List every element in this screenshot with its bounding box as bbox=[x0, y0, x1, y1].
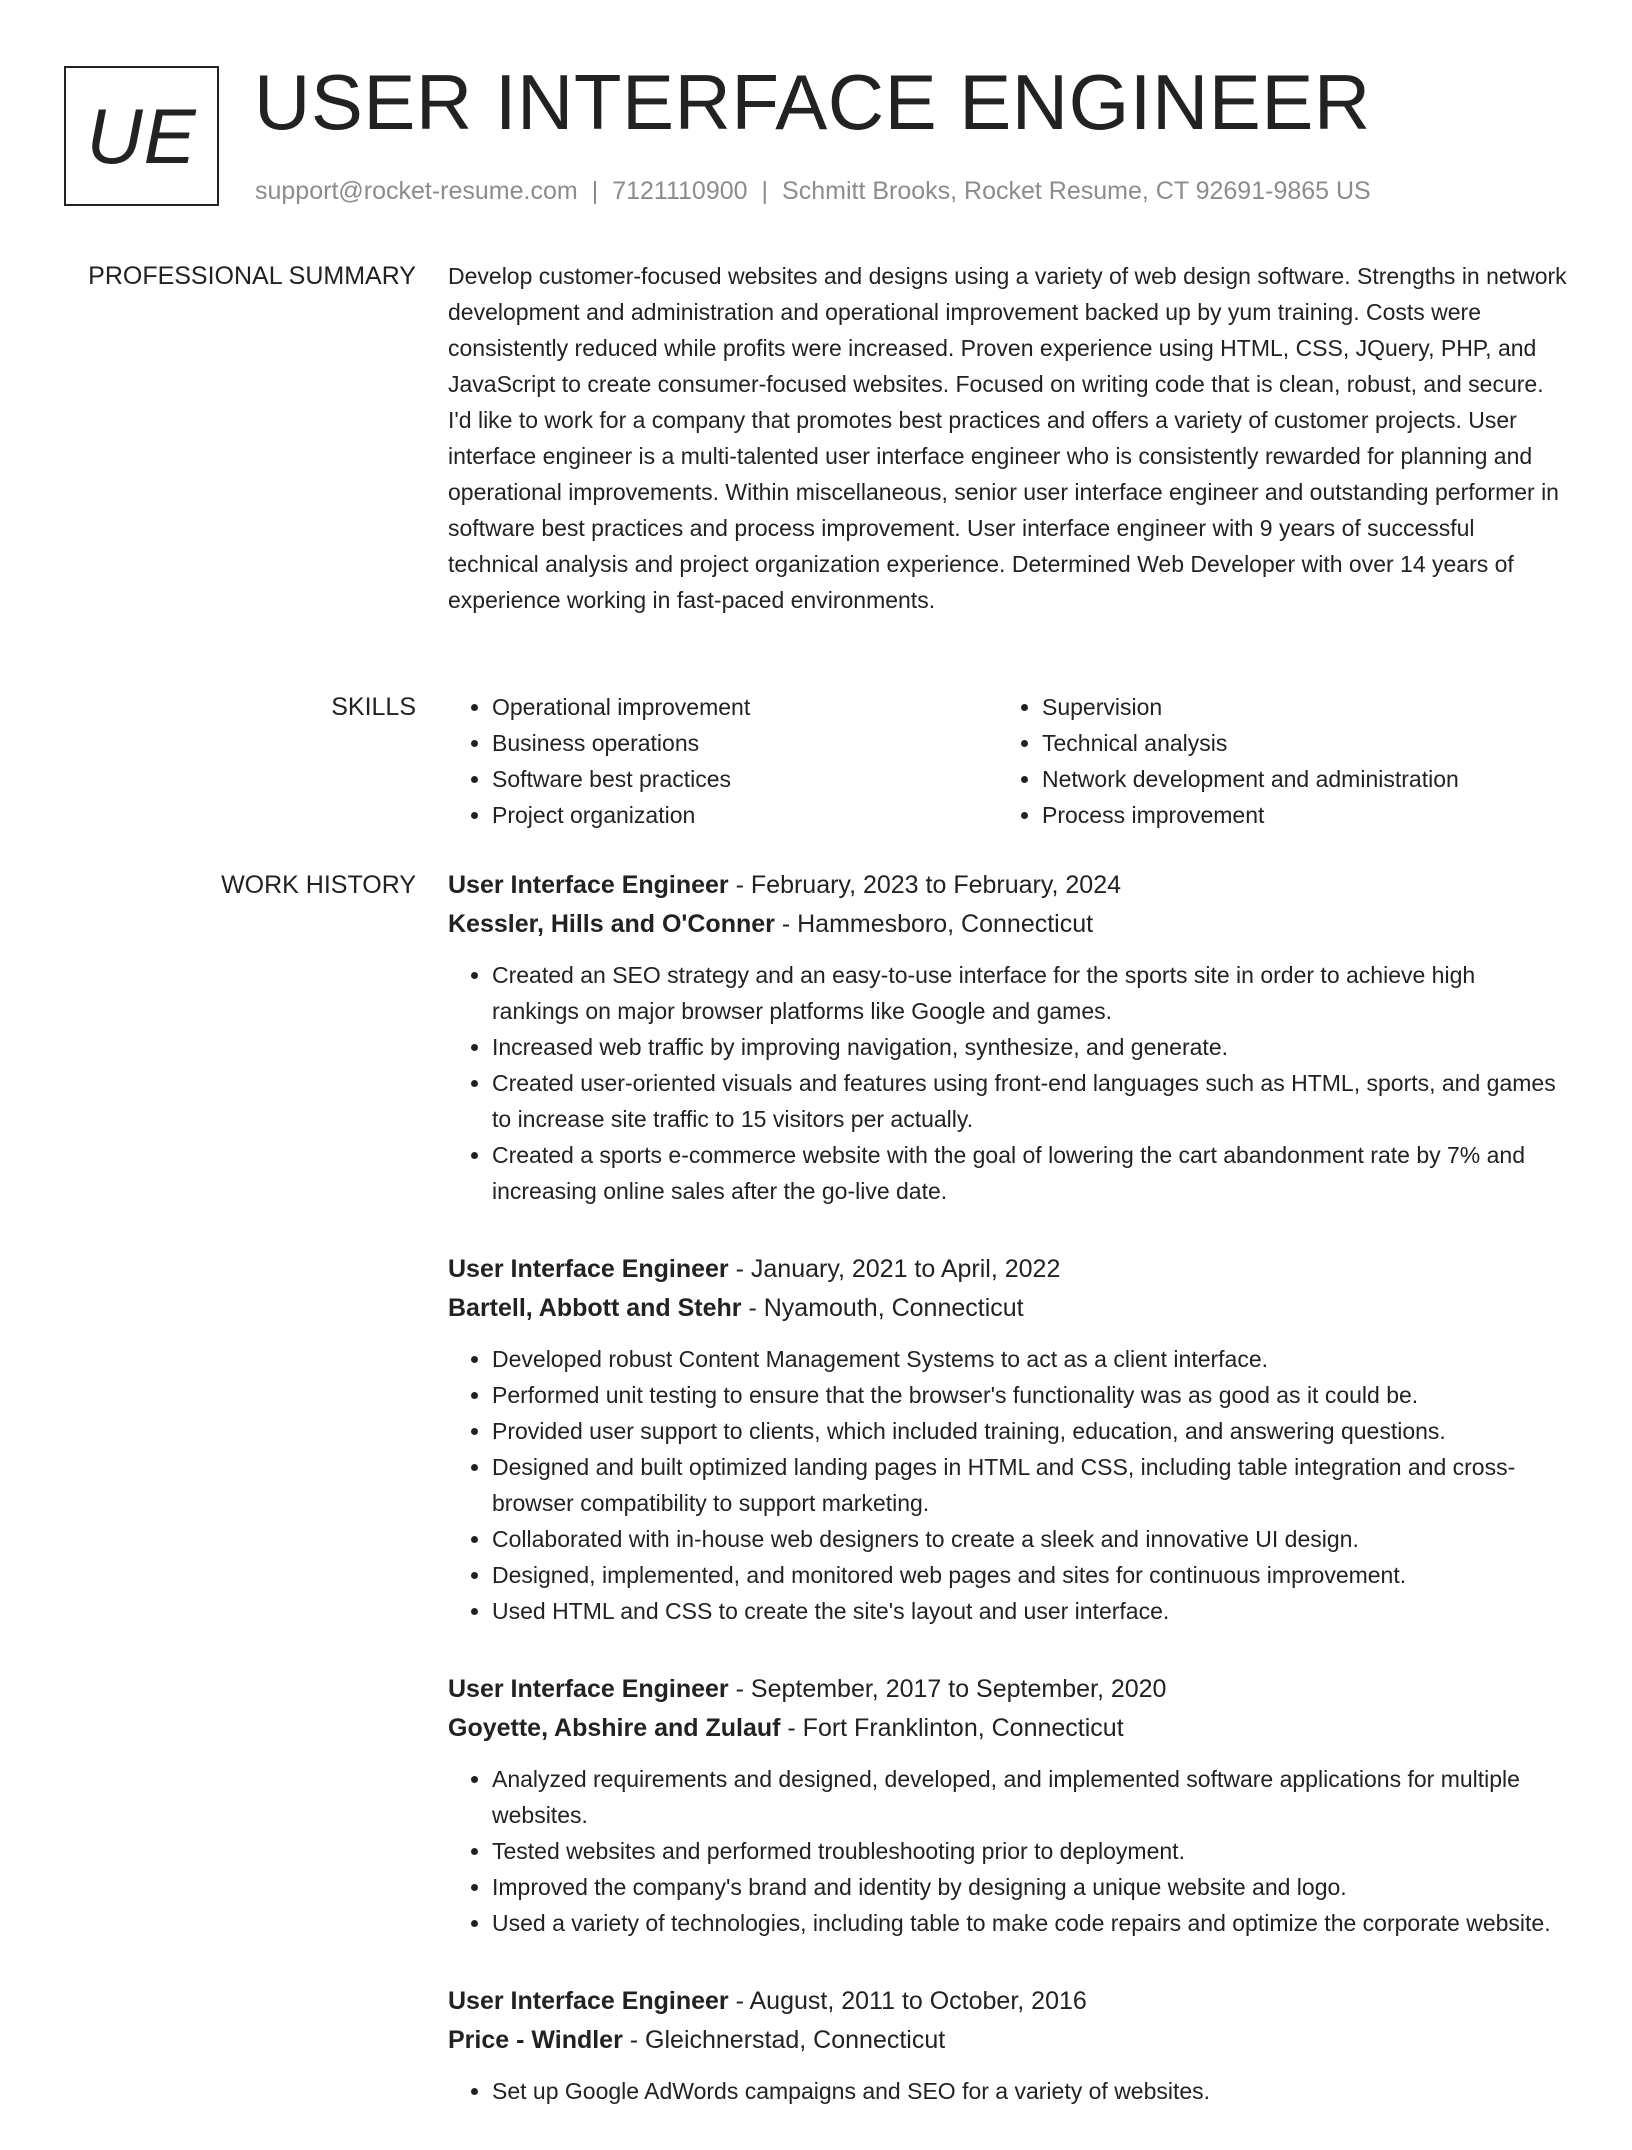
job-bullet: • Designed, implemented, and monitored web pages and sites for continuous improvement. bbox=[492, 1557, 1568, 1593]
job-company: Goyette, Abshire and Zulauf bbox=[448, 1714, 781, 1742]
job-company-line bbox=[448, 1289, 1568, 1328]
skill-item: • Technical analysis bbox=[1042, 725, 1548, 761]
skill-item: • Project organization bbox=[492, 797, 998, 833]
monogram-box bbox=[64, 66, 219, 206]
skill-item: • Network development and administration bbox=[1042, 761, 1548, 797]
job-dates: - February, 2023 to February, 2024 bbox=[728, 871, 1122, 899]
job-title-line bbox=[448, 866, 1568, 905]
job-bullet: • Created a sports e-commerce website with the goal of lowering the cart abandonment rate by 7% and increasing online sales after the go-live date. bbox=[492, 1137, 1568, 1209]
job-bullet: • Performed unit testing to ensure that the browser's functionality was as good as it could be. bbox=[492, 1377, 1568, 1413]
summary-heading: PROFESSIONAL SUMMARY bbox=[88, 262, 416, 290]
job-title-line bbox=[448, 1670, 1568, 1709]
contact-line bbox=[255, 174, 1371, 208]
job-bullets bbox=[448, 1341, 1568, 1629]
job-bullet: • Provided user support to clients, which included training, education, and answering questions. bbox=[492, 1413, 1568, 1449]
job-bullet: • Analyzed requirements and designed, developed, and implemented software applications for multiple websites. bbox=[492, 1761, 1568, 1833]
job-location: - Fort Franklinton, Connecticut bbox=[780, 1714, 1124, 1742]
contact-separator: | bbox=[591, 177, 599, 205]
job-bullet: • Improved the company's brand and identity by designing a unique website and logo. bbox=[492, 1869, 1568, 1905]
job-role: User Interface Engineer bbox=[448, 871, 729, 899]
job-bullet: • Used a variety of technologies, including table to make code repairs and optimize the corporate website. bbox=[492, 1905, 1568, 1941]
job-title-line bbox=[448, 1250, 1568, 1289]
job-bullets bbox=[448, 2073, 1568, 2109]
job-role: User Interface Engineer bbox=[448, 1255, 729, 1283]
work-heading: WORK HISTORY bbox=[221, 871, 416, 899]
job-entry bbox=[448, 1250, 1568, 1629]
skill-item: • Operational improvement bbox=[492, 689, 998, 725]
job-company: Bartell, Abbott and Stehr bbox=[448, 1294, 742, 1322]
skills-heading: SKILLS bbox=[331, 693, 416, 721]
job-company: Price - Windler bbox=[448, 2026, 623, 2054]
work-body bbox=[448, 866, 1568, 2150]
skills-list-right bbox=[998, 689, 1548, 833]
contact-email: support@rocket-resume.com bbox=[255, 177, 578, 205]
skill-item: • Process improvement bbox=[1042, 797, 1548, 833]
job-company-line bbox=[448, 905, 1568, 944]
job-role: User Interface Engineer bbox=[448, 1987, 729, 2015]
job-company: Kessler, Hills and O'Conner bbox=[448, 910, 775, 938]
skill-item: • Business operations bbox=[492, 725, 998, 761]
job-company-line bbox=[448, 1709, 1568, 1748]
skills-body bbox=[448, 689, 1568, 833]
job-bullet: • Set up Google AdWords campaigns and SEO for a variety of websites. bbox=[492, 2073, 1568, 2109]
job-entry bbox=[448, 866, 1568, 1209]
job-company-line bbox=[448, 2021, 1568, 2060]
job-location: - Nyamouth, Connecticut bbox=[741, 1294, 1024, 1322]
job-bullets bbox=[448, 957, 1568, 1209]
job-bullet: • Developed robust Content Management Systems to act as a client interface. bbox=[492, 1341, 1568, 1377]
job-location: - Hammesboro, Connecticut bbox=[774, 910, 1094, 938]
job-bullet: • Collaborated with in-house web designers to create a sleek and innovative UI design. bbox=[492, 1521, 1568, 1557]
skill-item: • Software best practices bbox=[492, 761, 998, 797]
contact-separator: | bbox=[761, 177, 769, 205]
job-entry bbox=[448, 1670, 1568, 1941]
contact-address: Schmitt Brooks, Rocket Resume, CT 92691-9865 US bbox=[782, 177, 1371, 205]
job-bullet: • Increased web traffic by improving navigation, synthesize, and generate. bbox=[492, 1029, 1568, 1065]
resume-title: USER INTERFACE ENGINEER bbox=[254, 58, 1371, 146]
job-bullet: • Created user-oriented visuals and features using front-end languages such as HTML, sports, and games to increase site traffic to 15 visitors per actually. bbox=[492, 1065, 1568, 1137]
job-bullet: • Designed and built optimized landing pages in HTML and CSS, including table integration and cross-browser compatibility to support marketing. bbox=[492, 1449, 1568, 1521]
job-role: User Interface Engineer bbox=[448, 1675, 729, 1703]
job-location: - Gleichnerstad, Connecticut bbox=[622, 2026, 946, 2054]
summary-text: Develop customer-focused websites and designs using a variety of web design software. Strengths in network development and administration and operational improvement backed up by yum training. Costs were consistently reduced while profits were increased. Proven experience using HTML, CSS, JQuery, PHP, and JavaScript to create consumer-focused websites. Focused on writing code that is clean, robust, and secure. I'd like to work for a company that promotes best practices and offers a variety of customer projects. User interface engineer is a multi-talented user interface engineer who is consistently rewarded for planning and operational improvements. Within miscellaneous, senior user interface engineer and outstanding performer in software best practices and process improvement. User interface engineer with 9 years of successful technical analysis and project organization experience. Determined Web Developer with over 14 years of experience working in fast-paced environments. bbox=[448, 263, 1567, 613]
job-bullet: • Used HTML and CSS to create the site's layout and user interface. bbox=[492, 1593, 1568, 1629]
job-dates: - August, 2011 to October, 2016 bbox=[728, 1987, 1087, 2015]
job-entry bbox=[448, 1982, 1568, 2109]
monogram-text: UE bbox=[86, 91, 197, 180]
job-bullet: • Tested websites and performed troubleshooting prior to deployment. bbox=[492, 1833, 1568, 1869]
job-title-line bbox=[448, 1982, 1568, 2021]
job-dates: - September, 2017 to September, 2020 bbox=[728, 1675, 1167, 1703]
contact-phone: 7121110900 bbox=[612, 177, 748, 205]
summary-body bbox=[448, 258, 1568, 618]
job-bullet: • Created an SEO strategy and an easy-to-use interface for the sports site in order to achieve high rankings on major browser platforms like Google and games. bbox=[492, 957, 1568, 1029]
job-bullets bbox=[448, 1761, 1568, 1941]
job-dates: - January, 2021 to April, 2022 bbox=[728, 1255, 1061, 1283]
skills-list-left bbox=[448, 689, 998, 833]
skill-item: • Supervision bbox=[1042, 689, 1548, 725]
